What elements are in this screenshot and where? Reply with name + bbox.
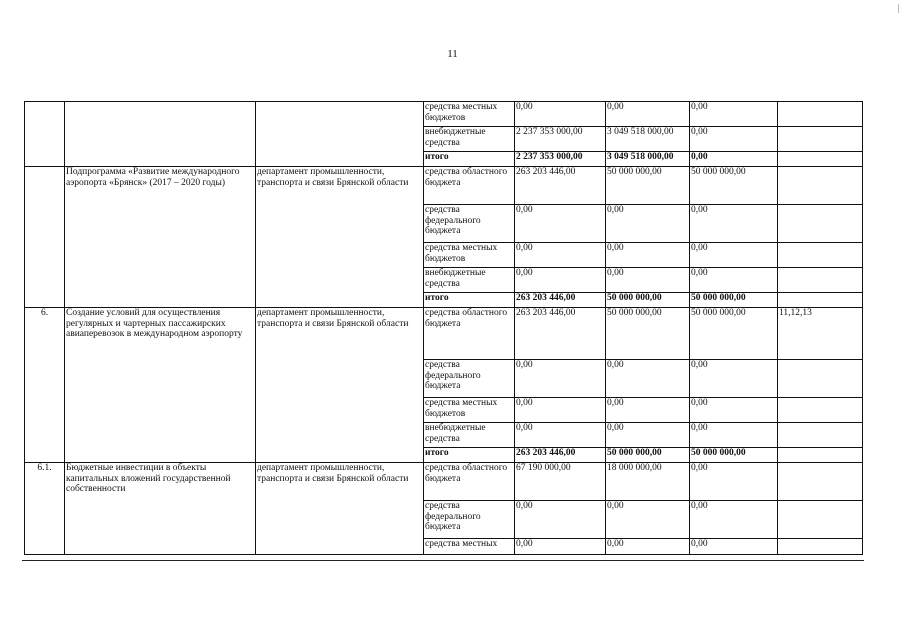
amount-2018-cell: 2 237 353 000,00 — [515, 152, 606, 167]
amount-2018-cell: 0,00 — [515, 360, 606, 398]
amount-2020-cell: 50 000 000,00 — [690, 293, 778, 308]
activity-name-cell: Создание условий для осуществления регулярных и чартерных пассажирских авиаперевозок в международном аэропорту — [65, 308, 256, 463]
amount-2019-cell: 50 000 000,00 — [606, 308, 690, 360]
funding-source-cell: средства федерального бюджета — [424, 360, 515, 398]
funding-source-cell: средства областного бюджета — [424, 463, 515, 501]
activity-name-cell: Подпрограмма «Развитие международного аэропорта «Брянск» (2017 – 2020 годы) — [65, 167, 256, 308]
amount-2019-cell: 0,00 — [606, 539, 690, 555]
bottom-rule — [22, 560, 864, 561]
activity-name-cell: Бюджетные инвестиции в объекты капитальных вложений государственной собственности — [65, 463, 256, 555]
amount-2019-cell: 0,00 — [606, 501, 690, 539]
amount-2020-cell: 0,00 — [690, 102, 778, 127]
amount-2020-cell: 50 000 000,00 — [690, 448, 778, 463]
funding-source-cell: внебюджетные средства — [424, 127, 515, 152]
funding-source-cell: итого — [424, 293, 515, 308]
indicator-numbers-cell — [778, 539, 863, 555]
funding-source-cell: итого — [424, 152, 515, 167]
funding-source-cell: итого — [424, 448, 515, 463]
funding-source-cell: внебюджетные средства — [424, 423, 515, 448]
indicator-numbers-cell — [778, 167, 863, 205]
amount-2019-cell: 0,00 — [606, 360, 690, 398]
table-row — [25, 102, 863, 127]
row-number-cell — [25, 102, 65, 167]
amount-2018-cell: 0,00 — [515, 398, 606, 423]
amount-2019-cell: 0,00 — [606, 398, 690, 423]
amount-2019-cell: 50 000 000,00 — [606, 293, 690, 308]
funding-source-cell: средства местных бюджетов — [424, 398, 515, 423]
amount-2018-cell: 263 203 446,00 — [515, 308, 606, 360]
amount-2020-cell: 0,00 — [690, 463, 778, 501]
amount-2019-cell: 0,00 — [606, 102, 690, 127]
indicator-numbers-cell — [778, 398, 863, 423]
indicator-numbers-cell: 11,12,13 — [778, 308, 863, 360]
row-number-cell: 6.1. — [25, 463, 65, 555]
scan-edge-mark — [898, 4, 899, 13]
amount-2020-cell: 0,00 — [690, 268, 778, 293]
amount-2018-cell: 2 237 353 000,00 — [515, 127, 606, 152]
funding-source-cell: средства областного бюджета — [424, 167, 515, 205]
executor-cell: департамент промышленности, транспорта и связи Брянской области — [256, 463, 424, 555]
amount-2019-cell: 0,00 — [606, 243, 690, 268]
page-number: 11 — [447, 48, 458, 60]
budget-table — [24, 101, 863, 555]
amount-2018-cell: 0,00 — [515, 539, 606, 555]
amount-2019-cell: 50 000 000,00 — [606, 448, 690, 463]
funding-source-cell: средства местных бюджетов — [424, 243, 515, 268]
amount-2018-cell: 0,00 — [515, 501, 606, 539]
amount-2019-cell: 3 049 518 000,00 — [606, 152, 690, 167]
indicator-numbers-cell — [778, 205, 863, 243]
amount-2018-cell: 263 203 446,00 — [515, 293, 606, 308]
funding-source-cell: внебюджетные средства — [424, 268, 515, 293]
table-row — [25, 308, 863, 360]
amount-2018-cell: 263 203 446,00 — [515, 448, 606, 463]
executor-cell: департамент промышленности, транспорта и связи Брянской области — [256, 167, 424, 308]
amount-2018-cell: 263 203 446,00 — [515, 167, 606, 205]
indicator-numbers-cell — [778, 152, 863, 167]
indicator-numbers-cell — [778, 448, 863, 463]
indicator-numbers-cell — [778, 293, 863, 308]
funding-source-cell: средства областного бюджета — [424, 308, 515, 360]
indicator-numbers-cell — [778, 127, 863, 152]
amount-2020-cell: 0,00 — [690, 127, 778, 152]
funding-source-cell: средства федерального бюджета — [424, 205, 515, 243]
amount-2018-cell: 0,00 — [515, 423, 606, 448]
executor-cell: департамент промышленности, транспорта и связи Брянской области — [256, 308, 424, 463]
amount-2020-cell: 0,00 — [690, 243, 778, 268]
indicator-numbers-cell — [778, 268, 863, 293]
funding-source-cell: средства федерального бюджета — [424, 501, 515, 539]
amount-2020-cell: 50 000 000,00 — [690, 167, 778, 205]
table-body — [25, 102, 863, 555]
amount-2018-cell: 0,00 — [515, 205, 606, 243]
amount-2020-cell: 0,00 — [690, 360, 778, 398]
amount-2018-cell: 0,00 — [515, 102, 606, 127]
amount-2018-cell: 0,00 — [515, 268, 606, 293]
amount-2019-cell: 18 000 000,00 — [606, 463, 690, 501]
amount-2019-cell: 0,00 — [606, 268, 690, 293]
amount-2020-cell: 0,00 — [690, 205, 778, 243]
amount-2018-cell: 0,00 — [515, 243, 606, 268]
indicator-numbers-cell — [778, 423, 863, 448]
amount-2020-cell: 0,00 — [690, 423, 778, 448]
indicator-numbers-cell — [778, 102, 863, 127]
amount-2020-cell: 0,00 — [690, 152, 778, 167]
amount-2020-cell: 0,00 — [690, 398, 778, 423]
row-number-cell: 6. — [25, 308, 65, 463]
indicator-numbers-cell — [778, 501, 863, 539]
funding-source-cell: средства местных бюджетов — [424, 102, 515, 127]
activity-name-cell — [65, 102, 256, 167]
amount-2019-cell: 0,00 — [606, 205, 690, 243]
indicator-numbers-cell — [778, 463, 863, 501]
amount-2020-cell: 0,00 — [690, 501, 778, 539]
executor-cell — [256, 102, 424, 167]
amount-2019-cell: 3 049 518 000,00 — [606, 127, 690, 152]
row-number-cell — [25, 167, 65, 308]
amount-2019-cell: 50 000 000,00 — [606, 167, 690, 205]
table-row — [25, 167, 863, 205]
funding-source-cell: средства местных — [424, 539, 515, 555]
indicator-numbers-cell — [778, 360, 863, 398]
amount-2020-cell: 50 000 000,00 — [690, 308, 778, 360]
amount-2019-cell: 0,00 — [606, 423, 690, 448]
amount-2018-cell: 67 190 000,00 — [515, 463, 606, 501]
indicator-numbers-cell — [778, 243, 863, 268]
amount-2020-cell: 0,00 — [690, 539, 778, 555]
table-row — [25, 463, 863, 501]
